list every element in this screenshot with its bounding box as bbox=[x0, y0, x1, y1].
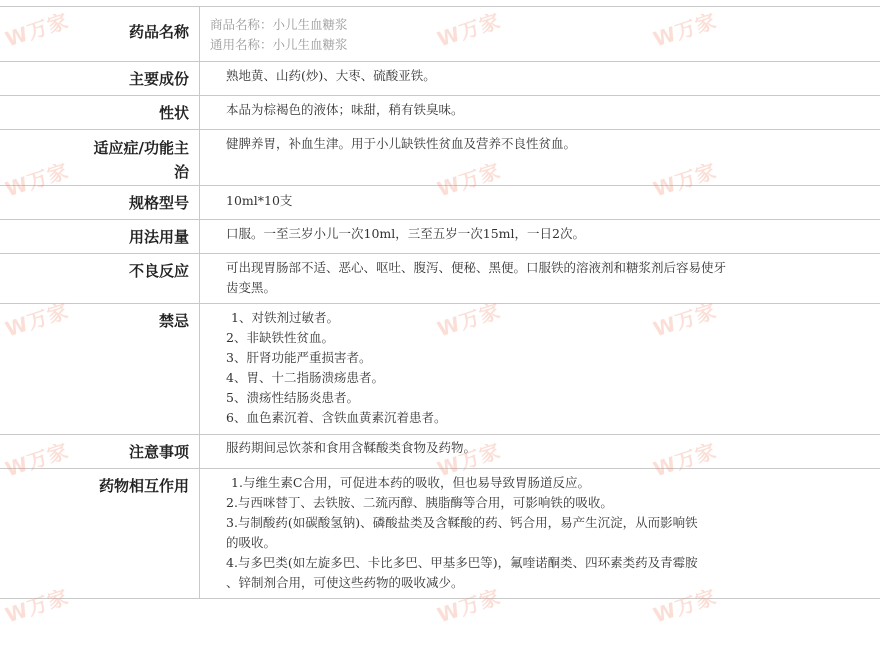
label-adverse-reactions: 不良反应 bbox=[0, 254, 200, 303]
row-drug-name bbox=[0, 6, 880, 61]
value-drug-interactions bbox=[200, 469, 880, 598]
contra-item: 2、非缺铁性贫血。 bbox=[226, 330, 334, 345]
value-appearance bbox=[200, 96, 880, 129]
interaction-item: 1.与维生素C合用，可促进本药的吸收，但也易导致胃肠道反应。 bbox=[231, 475, 590, 490]
watermark-logo: W万家 bbox=[434, 298, 504, 342]
label-main-ingredients: 主要成份 bbox=[0, 62, 200, 95]
watermark-logo: W万家 bbox=[2, 8, 72, 52]
row-specification bbox=[0, 185, 880, 219]
watermark-logo: W万家 bbox=[434, 158, 504, 202]
row-main-ingredients bbox=[0, 61, 880, 95]
label-drug-name: 药品名称 bbox=[0, 7, 200, 61]
watermark-logo: W万家 bbox=[2, 438, 72, 482]
interaction-item: 的吸收。 bbox=[226, 535, 277, 550]
watermark-logo: W万家 bbox=[650, 438, 720, 482]
contra-item: 4、胃、十二指肠溃疡患者。 bbox=[226, 370, 384, 385]
watermark-logo: W万家 bbox=[2, 158, 72, 202]
watermark-logo: W万家 bbox=[2, 584, 72, 628]
value-adverse-reactions bbox=[200, 254, 880, 303]
value-dosage bbox=[200, 220, 880, 253]
row-precautions bbox=[0, 434, 880, 468]
interaction-item: 、锌制剂合用，可使这些药物的吸收减少。 bbox=[226, 575, 464, 590]
adverse-text-line1: 可出现胃肠部不适、恶心、呕吐、腹泻、便秘、黑便。口服铁的溶液剂和糖浆剂后容易使牙 bbox=[226, 260, 727, 275]
contra-item: 5、溃疡性结肠炎患者。 bbox=[226, 390, 359, 405]
row-drug-interactions bbox=[0, 468, 880, 599]
watermark-logo: W万家 bbox=[434, 438, 504, 482]
dosage-text: 口服。一至三岁小儿一次10ml，三至五岁一次15ml，一日2次。 bbox=[226, 226, 585, 241]
appearance-text: 本品为棕褐色的液体；味甜，稍有铁臭味。 bbox=[226, 102, 464, 117]
contra-item: 3、肝肾功能严重损害者。 bbox=[226, 350, 372, 365]
label-indications-line1: 适应症/功能主 bbox=[93, 139, 189, 157]
label-appearance: 性状 bbox=[0, 96, 200, 129]
row-appearance bbox=[0, 95, 880, 129]
watermark-logo: W万家 bbox=[434, 8, 504, 52]
adverse-text-line2: 齿变黑。 bbox=[226, 280, 277, 295]
watermark-logo: W万家 bbox=[650, 158, 720, 202]
generic-name: 通用名称：小儿生血糖浆 bbox=[210, 37, 348, 52]
label-indications-line2: 治 bbox=[173, 163, 189, 181]
precautions-text: 服药期间忌饮茶和食用含鞣酸类食物及药物。 bbox=[226, 440, 477, 455]
specification-text: 10ml*10支 bbox=[226, 193, 293, 208]
label-dosage: 用法用量 bbox=[0, 220, 200, 253]
row-adverse-reactions bbox=[0, 253, 880, 303]
label-precautions: 注意事项 bbox=[0, 435, 200, 468]
ingredients-text: 熟地黄、山药(炒)、大枣、硫酸亚铁。 bbox=[226, 68, 436, 83]
watermark-logo: W万家 bbox=[650, 8, 720, 52]
interaction-item: 2.与西咪替丁、去铁胺、二巯丙醇、胰脂酶等合用，可影响铁的吸收。 bbox=[226, 495, 613, 510]
contra-item: 6、血色素沉着、含铁血黄素沉着患者。 bbox=[226, 410, 447, 425]
row-contraindications bbox=[0, 303, 880, 434]
value-indications bbox=[200, 130, 880, 185]
value-contraindications bbox=[200, 304, 880, 434]
interaction-item: 4.与多巴类(如左旋多巴、卡比多巴、甲基多巴等)，氟喹诺酮类、四环素类药及青霉胺 bbox=[226, 555, 698, 570]
label-indications bbox=[0, 130, 200, 185]
label-specification: 规格型号 bbox=[0, 186, 200, 219]
watermark-logo: W万家 bbox=[650, 298, 720, 342]
value-specification bbox=[200, 186, 880, 219]
label-drug-interactions: 药物相互作用 bbox=[0, 469, 200, 598]
interaction-item: 3.与制酸药(如碳酸氢钠)、磷酸盐类及含鞣酸的药、钙合用，易产生沉淀，从而影响铁 bbox=[226, 515, 698, 530]
row-dosage bbox=[0, 219, 880, 253]
watermark-logo: W万家 bbox=[434, 584, 504, 628]
trade-name: 商品名称：小儿生血糖浆 bbox=[210, 17, 348, 32]
watermark-logo: W万家 bbox=[2, 298, 72, 342]
value-main-ingredients bbox=[200, 62, 880, 95]
label-contraindications: 禁忌 bbox=[0, 304, 200, 434]
indications-text: 健脾养胃，补血生津。用于小儿缺铁性贫血及营养不良性贫血。 bbox=[226, 136, 577, 151]
value-drug-name bbox=[200, 7, 880, 61]
watermark-logo: W万家 bbox=[650, 584, 720, 628]
row-indications bbox=[0, 129, 880, 185]
contra-item: 1、对铁剂过敏者。 bbox=[231, 310, 339, 325]
value-precautions bbox=[200, 435, 880, 468]
